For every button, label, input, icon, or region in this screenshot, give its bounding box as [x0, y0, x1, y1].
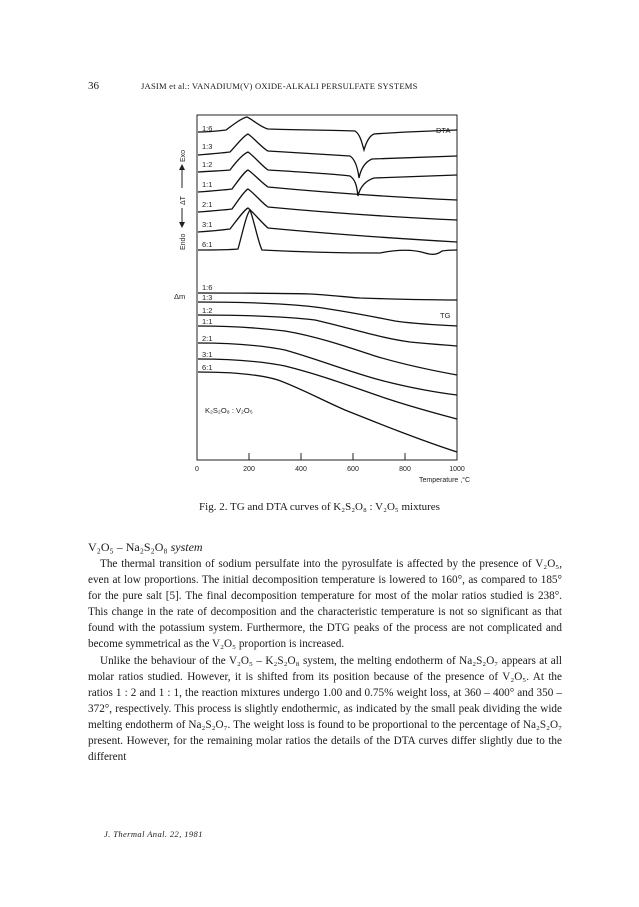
- tg-curves: [198, 293, 457, 452]
- page-header: [88, 80, 558, 96]
- x-axis-ticks: [197, 453, 457, 460]
- tg-curve-1-6: [198, 293, 457, 300]
- dta-curve-3-1: [198, 208, 457, 242]
- system-label: K₂S₂O₈ : V₂O₅: [205, 406, 253, 415]
- dta-ratio-1-3: 1:3: [202, 142, 213, 151]
- dta-curve-6-1: [198, 210, 457, 254]
- delta-t-axis: [179, 150, 187, 250]
- dta-curve-1-2: [198, 152, 457, 196]
- tg-curve-2-1: [198, 343, 457, 395]
- tg-ratio-1-6: 1:6: [202, 283, 213, 292]
- section-heading-formula: V₂O₅ – Na₂S₂O₈: [88, 540, 168, 554]
- tg-ratio-1-2: 1:2: [202, 306, 213, 315]
- exo-label: Exo: [180, 149, 187, 162]
- dta-ratio-6-1: 6:1: [202, 240, 213, 249]
- tg-curve-1-1: [198, 326, 457, 375]
- section-heading-word: system: [170, 540, 203, 554]
- tg-label: TG: [440, 311, 451, 320]
- tg-ratio-6-1: 6:1: [202, 363, 213, 372]
- dta-curve-2-1: [198, 189, 457, 220]
- tg-ratio-1-1: 1:1: [202, 317, 213, 326]
- dta-ratio-1-1: 1:1: [202, 180, 213, 189]
- running-title: JASIM et al.: VANADIUM(V) OXIDE-ALKALI PERSULFATE SYSTEMS: [141, 81, 418, 91]
- delta-t-label: ΔT: [180, 196, 187, 205]
- dta-label: DTA: [436, 126, 451, 135]
- paragraph-2: Unlike the behaviour of the V₂O₅ – K₂S₂O₈ system, the melting endotherm of Na₂S₂O₇ appears at all molar ratios studied. However, it is shifted from its position because of the presence of V₂O₅. At the ratios 1 : 2 and 1 : 1, the reaction mixtures undergo 1.00 and 0.75% weight loss, at 360 – 400° and 350 – 372°, respectively. This process is slightly endothermic, as indicated by the small peak dividing the wide melting endotherm of Na₂S₂O₇. The weight loss is found to be proportional to the percentage of Na₂S₂O₇ present. However, for the remaining molar ratios the details of the DTA curves differ slightly due to the different: [88, 654, 562, 764]
- tg-ratio-labels: [202, 283, 212, 372]
- endo-arrowhead-icon: [179, 222, 185, 228]
- x-tick-0: 0: [195, 466, 199, 473]
- x-tick-1000: 1000: [449, 466, 465, 473]
- tg-ratio-1-3: 1:3: [202, 293, 213, 302]
- tg-ratio-3-1: 3:1: [202, 350, 213, 359]
- x-tick-400: 400: [295, 466, 307, 473]
- exo-arrowhead-icon: [179, 164, 185, 170]
- dta-ratio-labels: [202, 124, 212, 249]
- page-number: 36: [88, 80, 99, 92]
- dta-ratio-3-1: 3:1: [202, 220, 213, 229]
- endo-label: Endo: [180, 233, 187, 250]
- dta-curve-1-3: [198, 134, 457, 178]
- dta-curves: [198, 117, 457, 254]
- dta-ratio-1-2: 1:2: [202, 160, 213, 169]
- section-heading: [88, 540, 203, 555]
- figure-caption: Fig. 2. TG and DTA curves of K₂S₂O₈ : V₂O₅ mixtures: [199, 501, 440, 513]
- x-tick-800: 800: [399, 466, 411, 473]
- x-tick-200: 200: [243, 466, 255, 473]
- delta-m-label: Δm: [174, 292, 186, 301]
- x-tick-600: 600: [347, 466, 359, 473]
- x-axis-label: Temperature ,°C: [419, 477, 470, 484]
- dta-ratio-1-6: 1:6: [202, 124, 213, 133]
- tg-ratio-2-1: 2:1: [202, 334, 213, 343]
- paragraph-1: The thermal transition of sodium persulfate into the pyrosulfate is affected by the presence of V₂O₅, even at low proportions. The initial decomposition temperature is lowered to 160°, as compared to 185° for the pure salt [5]. The final decomposition temperature for most of the molar ratios studied is 238°. This change in the rate of decomposition and the characteristic temperature is not so significant as that found with the potassium system. Furthermore, the DTG peaks of the process are not complicated and become symmetrical as the V₂O₅ proportion is increased.: [88, 558, 562, 651]
- journal-footer: J. Thermal Anal. 22, 1981: [104, 829, 203, 839]
- x-axis-tick-labels: [195, 466, 465, 473]
- tg-dta-figure: [150, 110, 470, 490]
- dta-ratio-2-1: 2:1: [202, 200, 213, 209]
- body-text: [88, 556, 562, 765]
